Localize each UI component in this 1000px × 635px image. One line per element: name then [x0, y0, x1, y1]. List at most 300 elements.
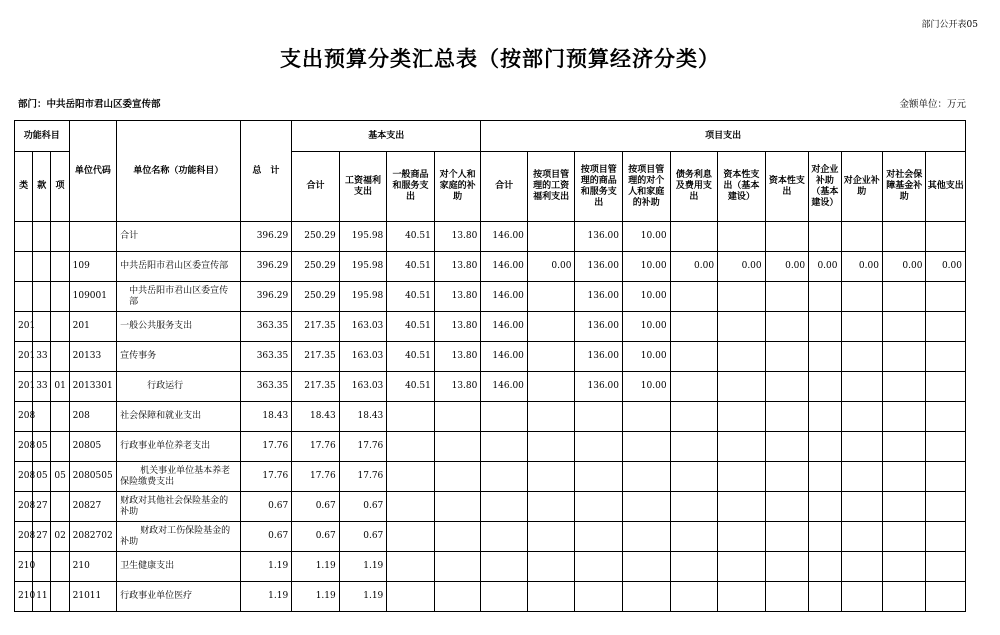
cell-project-goods — [575, 402, 623, 432]
cell-project-other — [926, 282, 966, 312]
cell-project-sum: 146.00 — [481, 372, 528, 402]
cell-project-enterprise — [841, 402, 882, 432]
cell-project-sum — [481, 462, 528, 492]
cell-project-personal — [623, 492, 671, 522]
cell-xiang — [51, 402, 69, 432]
header-project-wage: 按项目管理的工资福利支出 — [527, 152, 575, 222]
cell-project-personal: 10.00 — [623, 372, 671, 402]
cell-project-capital — [765, 582, 809, 612]
cell-basic-wage: 1.19 — [339, 582, 387, 612]
cell-project-goods: 136.00 — [575, 252, 623, 282]
cell-project-enterprise — [841, 312, 882, 342]
cell-project-enterprise — [841, 522, 882, 552]
cell-lei — [15, 282, 33, 312]
cell-project-debt — [670, 432, 718, 462]
form-code: 部门公开表05 — [921, 20, 978, 30]
cell-project-goods: 136.00 — [575, 342, 623, 372]
cell-project-enterprise-build — [809, 492, 841, 522]
cell-unit-name: 财政对其他社会保险基金的补助 — [117, 492, 240, 522]
cell-basic-wage: 163.03 — [339, 342, 387, 372]
cell-kuan — [33, 252, 51, 282]
table-row — [15, 312, 966, 342]
cell-project-other — [926, 462, 966, 492]
cell-basic-goods — [387, 492, 435, 522]
cell-basic-personal — [434, 432, 481, 462]
cell-project-social-fund — [882, 552, 926, 582]
cell-basic-goods — [387, 432, 435, 462]
cell-project-capital: 0.00 — [765, 252, 809, 282]
cell-unit-name: 一般公共服务支出 — [117, 312, 240, 342]
cell-unit-code: 20805 — [69, 432, 117, 462]
cell-unit-code: 201 — [69, 312, 117, 342]
cell-project-debt — [670, 462, 718, 492]
cell-project-enterprise — [841, 492, 882, 522]
cell-project-capital-build — [718, 372, 766, 402]
table-row — [15, 582, 966, 612]
cell-project-enterprise-build: 0.00 — [809, 252, 841, 282]
cell-project-goods — [575, 552, 623, 582]
cell-project-personal: 10.00 — [623, 222, 671, 252]
cell-project-capital-build — [718, 402, 766, 432]
header-project-capital-build: 资本性支出（基本建设） — [718, 152, 766, 222]
header-total: 总 计 — [240, 121, 292, 222]
cell-project-enterprise-build — [809, 342, 841, 372]
cell-project-enterprise-build — [809, 222, 841, 252]
cell-xiang: 02 — [51, 522, 69, 552]
cell-xiang — [51, 432, 69, 462]
cell-project-capital-build: 0.00 — [718, 252, 766, 282]
cell-total: 1.19 — [240, 552, 292, 582]
cell-lei: 208 — [15, 432, 33, 462]
cell-unit-code: 20827 — [69, 492, 117, 522]
cell-project-capital — [765, 282, 809, 312]
cell-project-social-fund — [882, 312, 926, 342]
cell-project-debt — [670, 552, 718, 582]
cell-project-goods — [575, 432, 623, 462]
cell-kuan — [33, 402, 51, 432]
header-unit-code: 单位代码 — [69, 121, 117, 222]
cell-basic-goods — [387, 522, 435, 552]
table-row — [15, 432, 966, 462]
cell-xiang — [51, 552, 69, 582]
cell-project-other — [926, 312, 966, 342]
cell-lei: 208 — [15, 462, 33, 492]
cell-xiang — [51, 342, 69, 372]
cell-basic-personal: 13.80 — [434, 252, 481, 282]
header-project-capital: 资本性支出 — [765, 152, 809, 222]
cell-project-wage — [527, 552, 575, 582]
cell-project-capital — [765, 492, 809, 522]
cell-project-goods — [575, 522, 623, 552]
cell-project-wage — [527, 432, 575, 462]
cell-project-capital — [765, 222, 809, 252]
cell-basic-goods: 40.51 — [387, 252, 435, 282]
cell-basic-wage: 0.67 — [339, 522, 387, 552]
cell-lei: 201 — [15, 372, 33, 402]
header-project-debt: 债务利息及费用支出 — [670, 152, 718, 222]
cell-unit-code: 21011 — [69, 582, 117, 612]
cell-project-personal: 10.00 — [623, 282, 671, 312]
cell-total: 396.29 — [240, 222, 292, 252]
cell-lei: 208 — [15, 492, 33, 522]
table-row — [15, 222, 966, 252]
cell-unit-code: 208 — [69, 402, 117, 432]
cell-project-personal — [623, 462, 671, 492]
cell-project-other: 0.00 — [926, 252, 966, 282]
cell-project-social-fund — [882, 372, 926, 402]
header-xiang: 项 — [51, 152, 69, 222]
cell-project-goods: 136.00 — [575, 282, 623, 312]
cell-project-wage — [527, 492, 575, 522]
cell-basic-goods — [387, 552, 435, 582]
cell-project-social-fund — [882, 462, 926, 492]
cell-project-goods — [575, 582, 623, 612]
cell-project-enterprise-build — [809, 522, 841, 552]
cell-project-capital-build — [718, 432, 766, 462]
cell-project-wage: 0.00 — [527, 252, 575, 282]
cell-lei: 201 — [15, 342, 33, 372]
cell-unit-name: 财政对工伤保险基金的补助 — [117, 522, 240, 552]
cell-project-debt — [670, 522, 718, 552]
cell-basic-personal — [434, 402, 481, 432]
department-label: 部门：中共岳阳市君山区委宣传部 — [18, 99, 161, 110]
cell-unit-name: 行政事业单位医疗 — [117, 582, 240, 612]
cell-basic-sum: 17.76 — [292, 462, 340, 492]
cell-project-capital-build — [718, 282, 766, 312]
cell-project-sum: 146.00 — [481, 342, 528, 372]
cell-project-sum: 146.00 — [481, 222, 528, 252]
cell-basic-personal — [434, 552, 481, 582]
cell-basic-goods: 40.51 — [387, 312, 435, 342]
cell-project-other — [926, 582, 966, 612]
cell-project-enterprise-build — [809, 462, 841, 492]
cell-project-goods — [575, 492, 623, 522]
cell-kuan: 27 — [33, 522, 51, 552]
cell-basic-wage: 18.43 — [339, 402, 387, 432]
cell-basic-personal: 13.80 — [434, 342, 481, 372]
cell-kuan: 05 — [33, 432, 51, 462]
cell-kuan — [33, 312, 51, 342]
cell-project-capital — [765, 432, 809, 462]
cell-project-wage — [527, 222, 575, 252]
cell-project-debt: 0.00 — [670, 252, 718, 282]
table-row — [15, 402, 966, 432]
cell-basic-wage: 17.76 — [339, 462, 387, 492]
cell-basic-personal — [434, 462, 481, 492]
cell-xiang — [51, 282, 69, 312]
cell-project-personal — [623, 432, 671, 462]
cell-basic-wage: 163.03 — [339, 312, 387, 342]
cell-kuan — [33, 282, 51, 312]
cell-project-social-fund: 0.00 — [882, 252, 926, 282]
cell-basic-personal — [434, 492, 481, 522]
cell-basic-goods: 40.51 — [387, 342, 435, 372]
cell-unit-name: 宣传事务 — [117, 342, 240, 372]
cell-unit-code: 109 — [69, 252, 117, 282]
cell-project-sum — [481, 432, 528, 462]
cell-basic-personal — [434, 582, 481, 612]
cell-project-enterprise-build — [809, 552, 841, 582]
cell-project-debt — [670, 282, 718, 312]
cell-lei: 208 — [15, 402, 33, 432]
cell-project-enterprise — [841, 552, 882, 582]
cell-project-sum — [481, 402, 528, 432]
table-row — [15, 462, 966, 492]
header-project-enterprise: 对企业补助 — [841, 152, 882, 222]
cell-kuan: 27 — [33, 492, 51, 522]
header-project-enterprise-build: 对企业补助（基本建设） — [809, 152, 841, 222]
cell-project-goods: 136.00 — [575, 372, 623, 402]
table-row — [15, 492, 966, 522]
cell-kuan: 33 — [33, 372, 51, 402]
cell-unit-code: 109001 — [69, 282, 117, 312]
cell-project-enterprise — [841, 342, 882, 372]
cell-total: 0.67 — [240, 522, 292, 552]
cell-total: 396.29 — [240, 252, 292, 282]
cell-xiang — [51, 312, 69, 342]
header-basic-sum: 合计 — [292, 152, 340, 222]
cell-project-debt — [670, 402, 718, 432]
cell-kuan: 11 — [33, 582, 51, 612]
expenditure-summary-table — [14, 120, 966, 612]
cell-project-debt — [670, 222, 718, 252]
cell-project-debt — [670, 582, 718, 612]
cell-basic-sum: 1.19 — [292, 552, 340, 582]
cell-project-other — [926, 492, 966, 522]
cell-project-debt — [670, 342, 718, 372]
header-basic-goods: 一般商品和服务支出 — [387, 152, 435, 222]
cell-project-social-fund — [882, 432, 926, 462]
table-row — [15, 372, 966, 402]
cell-unit-code: 2082702 — [69, 522, 117, 552]
header-kuan: 款 — [33, 152, 51, 222]
cell-project-capital-build — [718, 552, 766, 582]
cell-project-capital — [765, 372, 809, 402]
cell-basic-sum: 17.76 — [292, 432, 340, 462]
cell-unit-name: 卫生健康支出 — [117, 552, 240, 582]
cell-project-enterprise-build — [809, 582, 841, 612]
header-project-other: 其他支出 — [926, 152, 966, 222]
cell-unit-name: 机关事业单位基本养老保险缴费支出 — [117, 462, 240, 492]
cell-basic-personal: 13.80 — [434, 372, 481, 402]
cell-project-sum — [481, 492, 528, 522]
cell-xiang — [51, 492, 69, 522]
cell-project-other — [926, 222, 966, 252]
cell-project-wage — [527, 282, 575, 312]
cell-project-enterprise: 0.00 — [841, 252, 882, 282]
cell-project-enterprise — [841, 462, 882, 492]
cell-project-goods: 136.00 — [575, 222, 623, 252]
cell-unit-name: 社会保障和就业支出 — [117, 402, 240, 432]
cell-project-debt — [670, 372, 718, 402]
cell-kuan: 33 — [33, 342, 51, 372]
cell-basic-wage: 195.98 — [339, 252, 387, 282]
cell-project-capital-build — [718, 312, 766, 342]
header-lei: 类 — [15, 152, 33, 222]
cell-project-capital-build — [718, 342, 766, 372]
cell-basic-goods — [387, 462, 435, 492]
cell-project-personal: 10.00 — [623, 312, 671, 342]
cell-basic-wage: 17.76 — [339, 432, 387, 462]
cell-project-sum: 146.00 — [481, 282, 528, 312]
cell-total: 363.35 — [240, 342, 292, 372]
cell-project-other — [926, 372, 966, 402]
header-unit-name: 单位名称（功能科目） — [117, 121, 240, 222]
cell-project-enterprise — [841, 432, 882, 462]
cell-unit-code: 2013301 — [69, 372, 117, 402]
cell-project-other — [926, 552, 966, 582]
cell-project-social-fund — [882, 582, 926, 612]
cell-kuan — [33, 222, 51, 252]
table-row — [15, 552, 966, 582]
cell-basic-sum: 250.29 — [292, 222, 340, 252]
cell-project-social-fund — [882, 282, 926, 312]
cell-basic-personal — [434, 522, 481, 552]
cell-project-sum — [481, 582, 528, 612]
header-basic-wage: 工资福利支出 — [339, 152, 387, 222]
cell-project-wage — [527, 462, 575, 492]
cell-project-enterprise-build — [809, 312, 841, 342]
cell-basic-goods: 40.51 — [387, 222, 435, 252]
header-row-1 — [15, 121, 966, 152]
cell-unit-name: 中共岳阳市君山区委宣传部 — [117, 252, 240, 282]
cell-project-other — [926, 342, 966, 372]
cell-total: 17.76 — [240, 462, 292, 492]
cell-basic-wage: 163.03 — [339, 372, 387, 402]
cell-basic-sum: 250.29 — [292, 282, 340, 312]
cell-project-capital — [765, 552, 809, 582]
cell-project-enterprise — [841, 282, 882, 312]
cell-project-goods: 136.00 — [575, 312, 623, 342]
cell-project-capital — [765, 402, 809, 432]
cell-project-capital — [765, 342, 809, 372]
cell-project-enterprise — [841, 372, 882, 402]
cell-xiang — [51, 222, 69, 252]
cell-lei: 201 — [15, 312, 33, 342]
cell-basic-sum: 217.35 — [292, 372, 340, 402]
cell-basic-sum: 217.35 — [292, 312, 340, 342]
cell-basic-sum: 18.43 — [292, 402, 340, 432]
cell-lei: 210 — [15, 582, 33, 612]
cell-kuan: 05 — [33, 462, 51, 492]
cell-project-personal — [623, 582, 671, 612]
table-row — [15, 252, 966, 282]
header-project-sum: 合计 — [481, 152, 528, 222]
cell-project-enterprise-build — [809, 372, 841, 402]
cell-basic-personal: 13.80 — [434, 282, 481, 312]
cell-project-sum — [481, 552, 528, 582]
cell-unit-code: 20133 — [69, 342, 117, 372]
cell-total: 17.76 — [240, 432, 292, 462]
cell-basic-wage: 0.67 — [339, 492, 387, 522]
cell-lei — [15, 252, 33, 282]
cell-project-sum — [481, 522, 528, 552]
cell-unit-code: 2080505 — [69, 462, 117, 492]
cell-project-enterprise-build — [809, 432, 841, 462]
cell-project-sum: 146.00 — [481, 312, 528, 342]
cell-basic-goods — [387, 402, 435, 432]
cell-project-capital-build — [718, 582, 766, 612]
page-title: 支出预算分类汇总表（按部门预算经济分类） — [280, 46, 720, 71]
cell-total: 1.19 — [240, 582, 292, 612]
cell-total: 396.29 — [240, 282, 292, 312]
cell-project-other — [926, 522, 966, 552]
cell-basic-goods: 40.51 — [387, 372, 435, 402]
cell-lei: 208 — [15, 522, 33, 552]
cell-project-wage — [527, 402, 575, 432]
cell-xiang: 01 — [51, 372, 69, 402]
cell-project-social-fund — [882, 402, 926, 432]
header-project-goods: 按项目管理的商品和服务支出 — [575, 152, 623, 222]
header-project-personal: 按项目管理的对个人和家庭的补助 — [623, 152, 671, 222]
table-row — [15, 282, 966, 312]
cell-xiang — [51, 582, 69, 612]
cell-project-wage — [527, 342, 575, 372]
cell-project-personal: 10.00 — [623, 252, 671, 282]
cell-lei: 210 — [15, 552, 33, 582]
cell-basic-sum: 250.29 — [292, 252, 340, 282]
cell-unit-name: 行政事业单位养老支出 — [117, 432, 240, 462]
cell-project-capital — [765, 462, 809, 492]
cell-project-capital-build — [718, 222, 766, 252]
cell-lei — [15, 222, 33, 252]
cell-total: 363.35 — [240, 372, 292, 402]
cell-project-personal: 10.00 — [623, 342, 671, 372]
header-basic-personal: 对个人和家庭的补助 — [434, 152, 481, 222]
cell-unit-code: 210 — [69, 552, 117, 582]
cell-project-capital — [765, 522, 809, 552]
cell-project-capital-build — [718, 522, 766, 552]
cell-project-enterprise — [841, 582, 882, 612]
cell-project-social-fund — [882, 222, 926, 252]
cell-total: 363.35 — [240, 312, 292, 342]
cell-basic-sum: 1.19 — [292, 582, 340, 612]
cell-basic-personal: 13.80 — [434, 312, 481, 342]
cell-project-other — [926, 402, 966, 432]
cell-unit-code — [69, 222, 117, 252]
header-basic-expenditure: 基本支出 — [292, 121, 481, 152]
cell-basic-sum: 0.67 — [292, 522, 340, 552]
table-row — [15, 522, 966, 552]
cell-project-wage — [527, 522, 575, 552]
cell-project-capital-build — [718, 462, 766, 492]
cell-xiang — [51, 252, 69, 282]
cell-basic-goods — [387, 582, 435, 612]
cell-basic-sum: 0.67 — [292, 492, 340, 522]
cell-project-goods — [575, 462, 623, 492]
cell-project-wage — [527, 582, 575, 612]
cell-project-enterprise — [841, 222, 882, 252]
cell-project-capital — [765, 312, 809, 342]
cell-total: 18.43 — [240, 402, 292, 432]
cell-basic-wage: 195.98 — [339, 282, 387, 312]
cell-project-capital-build — [718, 492, 766, 522]
cell-project-social-fund — [882, 492, 926, 522]
cell-project-debt — [670, 312, 718, 342]
cell-project-social-fund — [882, 342, 926, 372]
table-row — [15, 342, 966, 372]
cell-project-wage — [527, 372, 575, 402]
cell-project-personal — [623, 402, 671, 432]
header-func-subject: 功能科目 — [15, 121, 70, 152]
cell-unit-name: 行政运行 — [117, 372, 240, 402]
cell-project-other — [926, 432, 966, 462]
cell-project-sum: 146.00 — [481, 252, 528, 282]
cell-project-personal — [623, 552, 671, 582]
cell-project-wage — [527, 312, 575, 342]
cell-basic-wage: 1.19 — [339, 552, 387, 582]
cell-project-personal — [623, 522, 671, 552]
